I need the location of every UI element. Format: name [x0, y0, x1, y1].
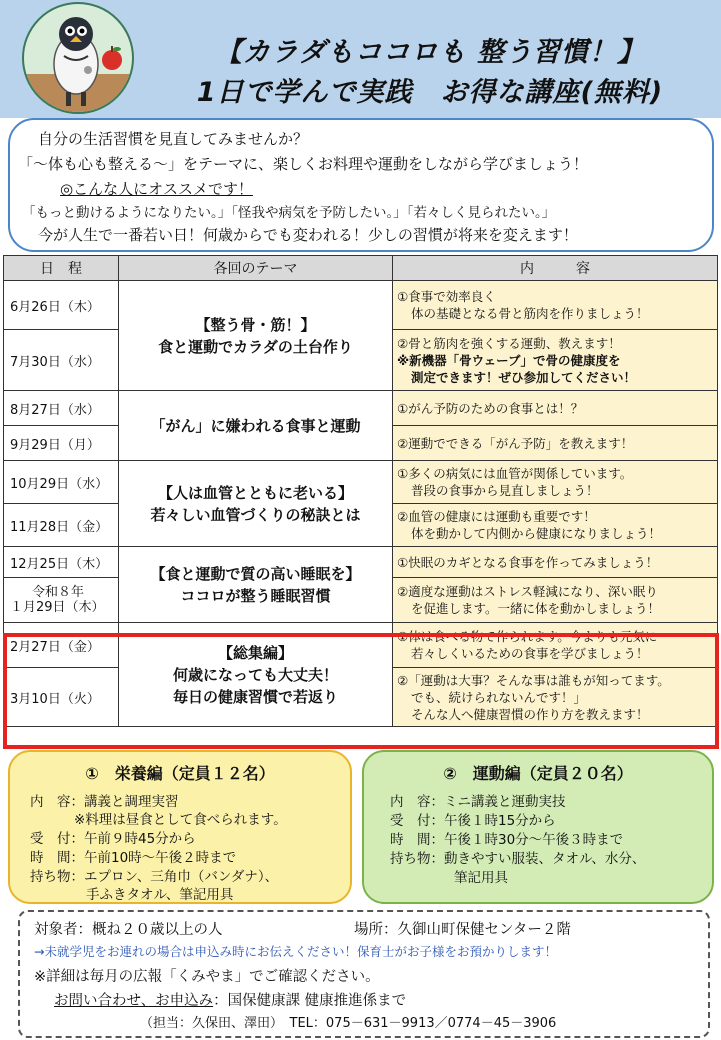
theme-line: 毎日の健康習慣で若返り — [172, 687, 338, 706]
session-date: 11月28日（金） — [4, 504, 119, 547]
session-theme: 「がん」に嫌われる食事と運動 — [119, 391, 393, 461]
theme-line: 【整う骨・筋！】 — [195, 315, 316, 334]
column-header-theme: 各回のテーマ — [119, 256, 393, 281]
session-date: 2月27日（金） — [4, 623, 119, 668]
venue: 場所：久御山町保健センター２階 — [354, 922, 571, 938]
content-line: 若々しくいるための食事を学びましょう！ — [411, 646, 649, 661]
recommend-heading: ◎こんな人にオススメです！ — [60, 180, 253, 198]
content-line: でも、続けられないんです！」 — [411, 689, 587, 705]
contact-label: お問い合わせ、お申込み — [54, 993, 214, 1009]
content-line: ②骨と筋肉を強くする運動、教えます！ — [397, 335, 621, 351]
column-header-date: 日 程 — [4, 256, 119, 281]
content-line: を促進します。一緒に体を動かしましょう！ — [411, 601, 661, 616]
table-row — [4, 623, 718, 668]
session-content-exercise: ②運動でできる「がん予防」を教えます！ — [393, 426, 718, 461]
session-content-food — [393, 623, 718, 668]
theme-line: 若々しい血管づくりの秘訣とは — [150, 505, 361, 524]
childcare-note: →未就学児をお連れの場合は申込み時にお伝えください！保育士がお子様をお預かりします！ — [34, 944, 557, 959]
nutrition-course-title: ① 栄養編（定員１２名） — [85, 764, 275, 783]
session-date — [4, 578, 119, 623]
content-line: ①体は食べる物で作られます。今よりも元気に — [397, 629, 658, 644]
date-line: １月29日（木） — [10, 600, 105, 615]
session-date: 3月10日（火） — [4, 668, 119, 727]
session-theme — [119, 623, 393, 727]
content-line: そんな人へ健康習慣の作り方を教えます！ — [411, 706, 649, 722]
content-line: 測定できます！ぜひ参加してください！ — [411, 369, 637, 385]
page-title-line-1: 【カラダもココロも 整う習慣！】 — [214, 37, 646, 68]
bird-doctor-mascot-icon — [22, 2, 134, 114]
session-content-food: ①がん予防のための食事とは！？ — [393, 391, 718, 426]
contact-person-phone: （担当：久保田、澤田） TEL：075－631－9913／0774－45－3906 — [140, 1016, 557, 1031]
course-line: 受 付：午後１時15分から — [390, 813, 556, 829]
schedule-table — [3, 255, 717, 745]
content-line: ①多くの病気には血管が関係しています。 — [397, 466, 633, 481]
nutrition-course-box — [8, 750, 352, 904]
page-title-line-2: 1日で学んで実践 お得な講座(無料) — [196, 77, 664, 108]
course-line: 手ふきタオル、筆記用具 — [86, 887, 234, 903]
theme-line: ココロが整う睡眠習慣 — [180, 586, 331, 605]
theme-line: 【食と運動で質の高い睡眠を】 — [150, 564, 361, 583]
table-row — [4, 391, 718, 426]
mascot-illustration — [24, 4, 132, 112]
course-line: ※料理は昼食として食べられます。 — [74, 812, 287, 828]
session-date: 7月30日（水） — [4, 330, 119, 391]
session-date: 8月27日（水） — [4, 391, 119, 426]
content-line: ②適度な運動はストレス軽減になり、深い眠り — [397, 584, 658, 599]
contact-line — [54, 989, 406, 1010]
intro-line-2: 「～体も心も整える～」をテーマに、楽しくお料理や運動をしながら学びましょう！ — [18, 155, 589, 173]
session-date: 12月25日（木） — [4, 547, 119, 578]
session-date: 10月29日（水） — [4, 461, 119, 504]
course-line: 受 付：午前９時45分から — [30, 831, 196, 847]
content-line: ※新機器「骨ウェーブ」で骨の健康度を — [397, 352, 621, 368]
theme-line: 【総集編】 — [217, 643, 293, 662]
theme-line: 何歳になっても大丈夫！ — [172, 665, 338, 684]
contact-dept: ：国保健康課 健康推進係まで — [213, 993, 407, 1009]
session-content-exercise — [393, 668, 718, 727]
course-line: 内 容：ミニ講義と運動実技 — [390, 794, 566, 810]
exercise-course-title: ② 運動編（定員２０名） — [443, 764, 633, 783]
session-theme — [119, 547, 393, 623]
session-content-exercise — [393, 504, 718, 547]
session-theme — [119, 461, 393, 547]
intro-line-5: 今が人生で一番若い日！何歳からでも変われる！少しの習慣が将来を変えます！ — [38, 226, 578, 244]
theme-line: 食と運動でカラダの土台作り — [158, 337, 353, 356]
intro-box — [8, 118, 714, 252]
content-line: 普段の食事から見直しましょう！ — [411, 483, 599, 498]
theme-line: 【人は血管とともに老いる】 — [157, 483, 353, 502]
table-row — [4, 547, 718, 578]
course-line: 時 間：午後１時30分～午後３時まで — [390, 832, 624, 848]
intro-line-4: 「もっと動けるようになりたい。」「怪我や病気を予防したい。」「若々しく見られたい。」 — [22, 205, 556, 221]
course-line: 持ち物：エプロン、三角巾（バンダナ）、 — [30, 869, 279, 885]
table-row — [4, 461, 718, 504]
table-row — [4, 281, 718, 330]
content-line: ②「運動は大事？そんな事は誰もが知ってます。 — [397, 672, 670, 688]
date-era: 令和８年 — [32, 585, 85, 600]
session-content-exercise — [393, 578, 718, 623]
details-note: ※詳細は毎月の広報「くみやま」でご確認ください。 — [34, 969, 380, 985]
session-theme — [119, 281, 393, 391]
course-line: 時 間：午前10時～午後２時まで — [30, 850, 237, 866]
content-line: 体を動かして内側から健康になりましょう！ — [411, 526, 662, 541]
course-line: 筆記用具 — [454, 870, 508, 886]
content-line: ①食事で効率良く — [397, 289, 496, 304]
session-content-food — [393, 281, 718, 330]
session-date: 9月29日（月） — [4, 426, 119, 461]
column-header-content: 内 容 — [393, 256, 718, 281]
session-content-food — [393, 461, 718, 504]
info-footer — [18, 910, 710, 1038]
content-line: 体の基礎となる骨と筋肉を作りましょう！ — [411, 306, 649, 321]
course-line: 持ち物：動きやすい服装、タオル、水分、 — [390, 851, 646, 867]
content-line: ②血管の健康には運動も重要です！ — [397, 509, 596, 524]
exercise-course-box — [362, 750, 714, 904]
target-audience: 対象者：概ね２０歳以上の人 — [34, 922, 223, 938]
session-content-food: ①快眠のカギとなる食事を作ってみましょう！ — [393, 547, 718, 578]
session-content-exercise — [393, 330, 718, 391]
table-header-row — [4, 256, 718, 281]
intro-line-1: 自分の生活習慣を見直してみませんか？ — [38, 130, 309, 148]
course-line: 内 容：講義と調理実習 — [30, 794, 179, 810]
session-date: 6月26日（木） — [4, 281, 119, 330]
